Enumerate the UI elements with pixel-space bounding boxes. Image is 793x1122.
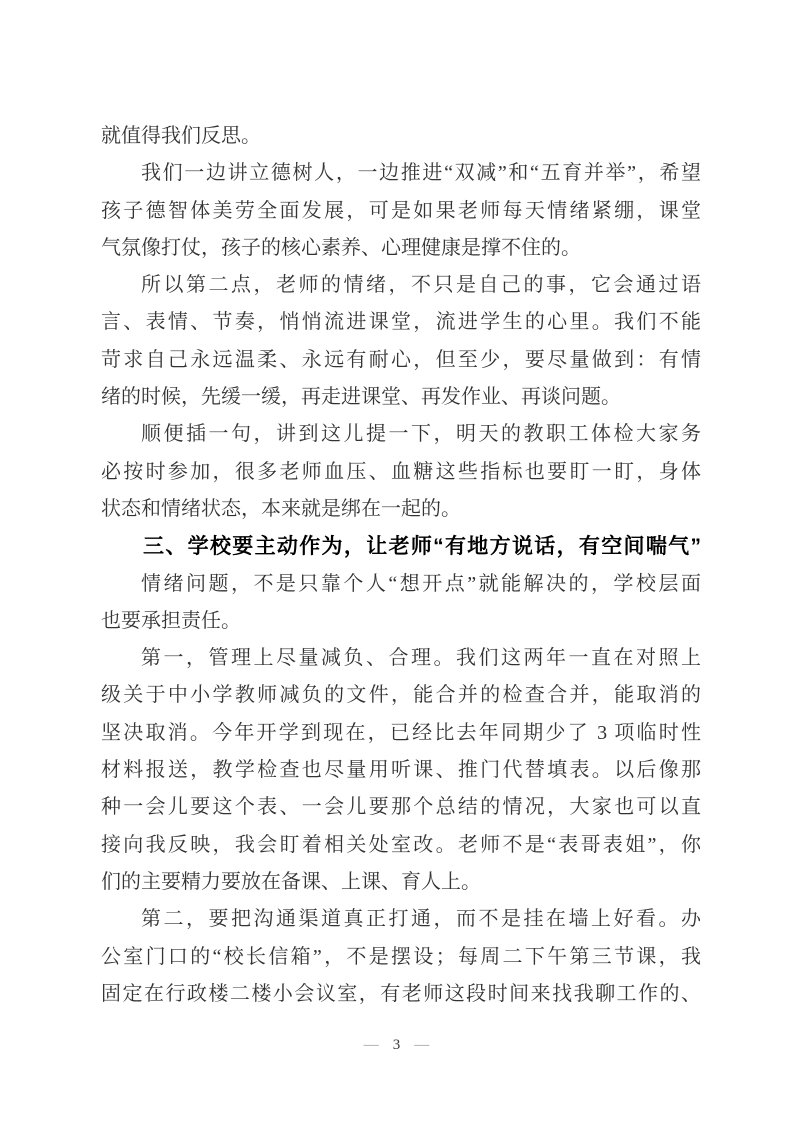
paragraph xyxy=(101,118,701,155)
paragraph xyxy=(101,901,701,1013)
text-line: 公室门口的“校长信箱”，不是摆设；每周二下午第三节课，我 xyxy=(101,945,701,968)
paragraph xyxy=(101,155,701,267)
text-line: 顺便插一句，讲到这儿提一下，明天的教职工体检大家务 xyxy=(141,423,701,446)
text-line: 材料报送，教学检查也尽量用听课、推门代替填表。以后像那 xyxy=(101,759,701,782)
text-line: 绪的时候，先缓一缓，再走进课堂、再发作业、再谈问题。 xyxy=(101,386,621,409)
document-body xyxy=(101,118,701,1013)
text-line: 必按时参加，很多老师血压、血糖这些指标也要盯一盯，身体 xyxy=(101,460,701,483)
paragraph xyxy=(101,566,701,641)
text-line: 所以第二点，老师的情绪，不只是自己的事，它会通过语 xyxy=(141,274,701,297)
text-line: 我们一边讲立德树人，一边推进“双减”和“五育并举”，希望 xyxy=(141,162,701,185)
text-line: 气氛像打仗，孩子的核心素养、心理健康是撑不住的。 xyxy=(101,236,581,259)
page-footer xyxy=(0,1034,793,1056)
page-number: 3 xyxy=(392,1037,401,1053)
text-line: 也要承担责任。 xyxy=(101,609,241,632)
text-line: 第二，要把沟通渠道真正打通，而不是挂在墙上好看。办 xyxy=(141,908,701,931)
text-line: 孩子德智体美劳全面发展，可是如果老师每天情绪紧绷，课堂 xyxy=(101,199,701,222)
text-line: 固定在行政楼二楼小会议室，有老师这段时间来找我聊工作的、 xyxy=(101,982,701,1005)
footer-dash-right: — xyxy=(414,1037,430,1053)
paragraph xyxy=(101,416,701,528)
text-line: 们的主要精力要放在备课、上课、育人上。 xyxy=(101,870,481,893)
text-line: 苛求自己永远温柔、永远有耐心，但至少，要尽量做到：有情 xyxy=(101,348,701,371)
text-line: 坚决取消。今年开学到现在，已经比去年同期少了 3 项临时性 xyxy=(101,721,701,744)
text-line: 情绪问题，不是只靠个人“想开点”就能解决的，学校层面 xyxy=(141,572,701,595)
text-line: 状态和情绪状态，本来就是绑在一起的。 xyxy=(101,497,461,520)
section-heading xyxy=(101,528,701,565)
footer-dash-left: — xyxy=(363,1037,379,1053)
text-line: 第一，管理上尽量减负、合理。我们这两年一直在对照上 xyxy=(141,647,701,670)
heading-line: 三、学校要主动作为，让老师“有地方说话，有空间喘气” xyxy=(143,535,701,559)
text-line: 种一会儿要这个表、一会儿要那个总结的情况，大家也可以直 xyxy=(101,796,701,819)
paragraph xyxy=(101,640,701,901)
text-line: 就值得我们反思。 xyxy=(101,125,261,147)
text-line: 接向我反映，我会盯着相关处室改。老师不是“表哥表姐”，你 xyxy=(101,833,701,856)
text-line: 级关于中小学教师减负的文件，能合并的检查合并，能取消的 xyxy=(101,684,701,707)
text-line: 言、表情、节奏，悄悄流进课堂，流进学生的心里。我们不能 xyxy=(101,311,701,334)
paragraph xyxy=(101,267,701,416)
